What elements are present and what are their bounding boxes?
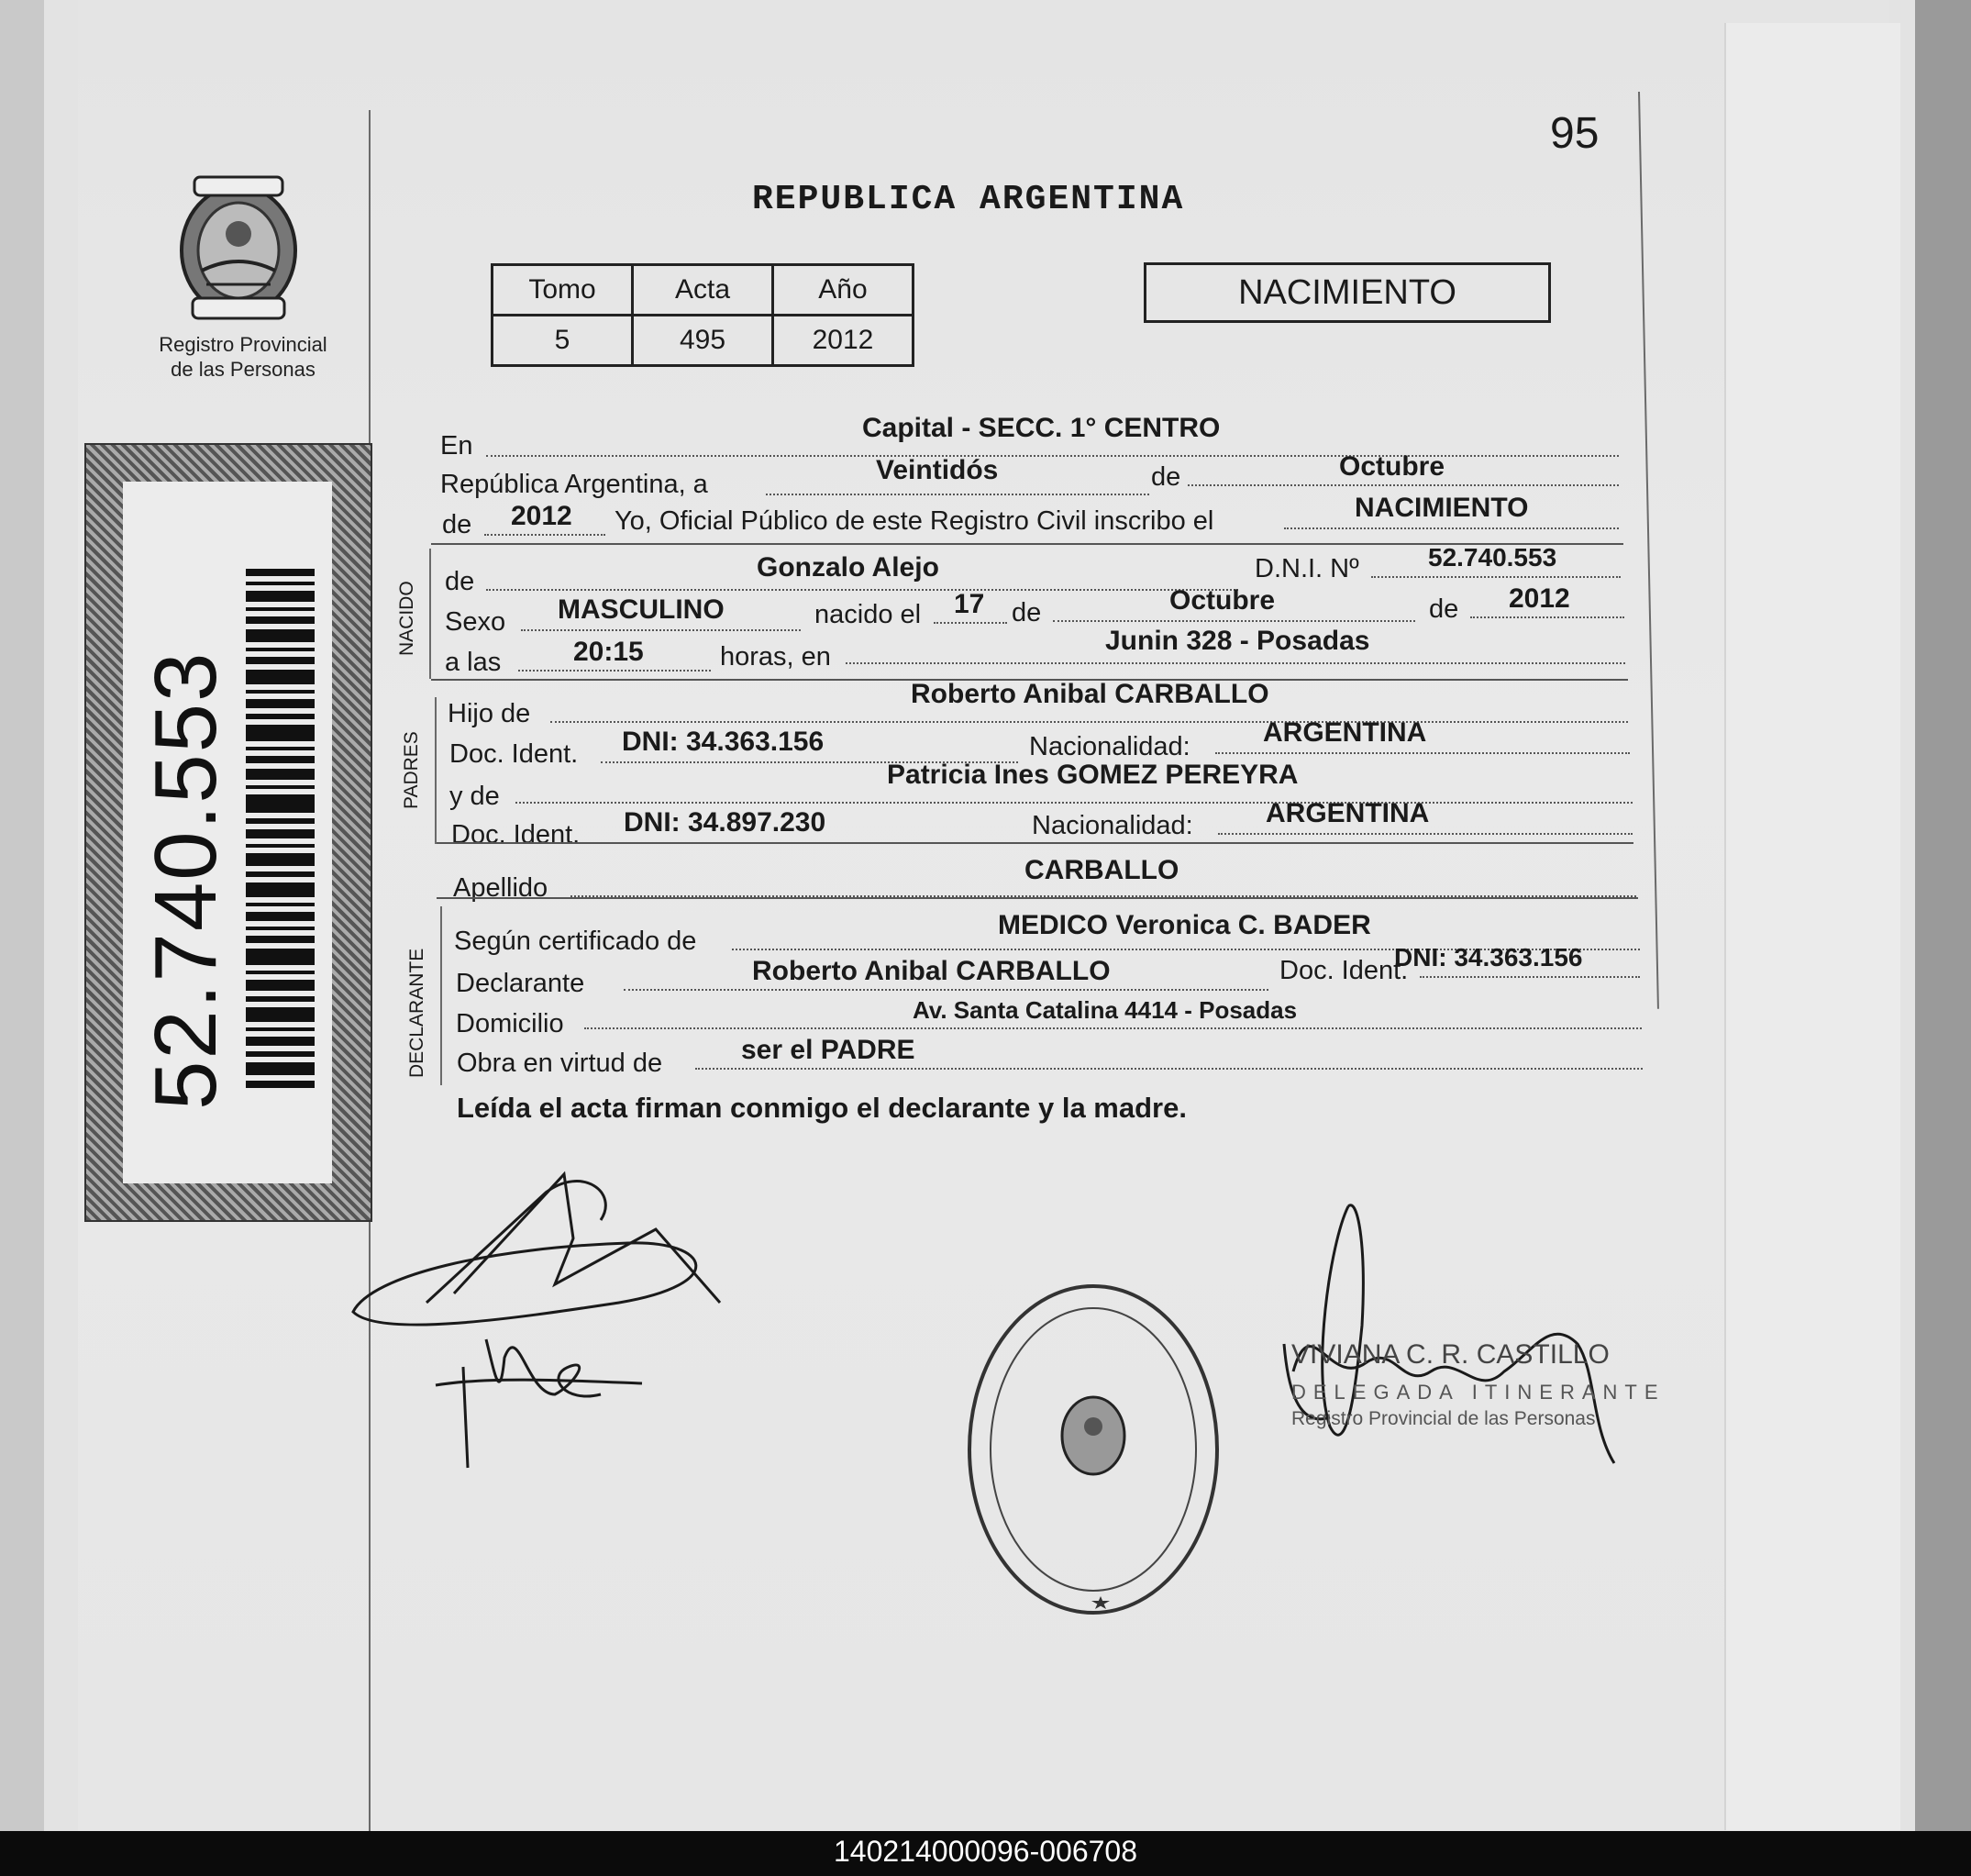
- dotted-line: [1420, 976, 1640, 978]
- page-number: 95: [1550, 109, 1600, 158]
- separator: [437, 842, 1633, 844]
- province-seal-icon: [165, 170, 312, 326]
- separator: [437, 897, 1638, 899]
- label-obra-en-virtud: Obra en virtud de: [457, 1049, 663, 1078]
- dotted-line: [934, 622, 1007, 624]
- value-nac-mes: Octubre: [1169, 585, 1276, 616]
- value-dia: Veintidós: [876, 455, 999, 485]
- dotted-line: [515, 802, 1633, 804]
- side-label-nacido: NACIDO: [396, 581, 417, 656]
- header-tomo: Tomo: [493, 265, 633, 316]
- record-type-box: NACIMIENTO: [1144, 262, 1551, 323]
- value-padre-doc: DNI: 34.363.156: [622, 727, 825, 757]
- dotted-line: [1053, 620, 1415, 622]
- value-madre-nac: ARGENTINA: [1266, 798, 1430, 828]
- label-doc-padre: Doc. Ident.: [449, 739, 579, 769]
- value-tomo: 5: [493, 316, 633, 366]
- label-republica: República Argentina, a: [440, 470, 708, 499]
- dotted-line: [846, 662, 1625, 664]
- label-domicilio: Domicilio: [456, 1009, 564, 1038]
- official-org: Registro Provincial de las Personas: [1291, 1408, 1596, 1429]
- label-sexo: Sexo: [445, 607, 506, 637]
- label-apellido: Apellido: [453, 873, 548, 903]
- record-table: [491, 263, 914, 367]
- label-y-de: y de: [449, 782, 500, 811]
- value-padre-nac: ARGENTINA: [1263, 717, 1427, 748]
- dotted-line: [486, 455, 1619, 457]
- dotted-line: [1218, 833, 1633, 835]
- value-madre-doc: DNI: 34.897.230: [624, 807, 826, 838]
- dotted-line: [1215, 752, 1630, 754]
- value-declarante-doc: DNI: 34.363.156: [1394, 943, 1583, 971]
- dotted-line: [695, 1068, 1643, 1070]
- binder-strip: [1915, 0, 1971, 1831]
- registry-line-1: Registro Provincial: [159, 333, 327, 356]
- dotted-line: [550, 721, 1628, 723]
- label-de-mes: de: [1012, 598, 1042, 627]
- footer-code: 140214000096-006708: [834, 1835, 1137, 1868]
- value-madre: Patricia Ines GOMEZ PEREYRA: [887, 760, 1299, 790]
- label-doc-declarante: Doc. Ident.: [1279, 956, 1409, 985]
- dotted-line: [521, 629, 801, 631]
- label-de-anio: de: [1429, 594, 1459, 624]
- footer-bar: [0, 1831, 1971, 1876]
- label-nacido-el: nacido el: [814, 600, 922, 629]
- value-lugar: Capital - SECC. 1° CENTRO: [862, 413, 1221, 443]
- label-nac-padre: Nacionalidad:: [1029, 732, 1190, 761]
- value-certificado: MEDICO Veronica C. BADER: [998, 910, 1371, 940]
- label-nac-madre: Nacionalidad:: [1032, 811, 1193, 840]
- declarant-signature-icon: [344, 1156, 766, 1486]
- label-declarante: Declarante: [456, 969, 585, 998]
- side-label-padres: PADRES: [401, 731, 422, 809]
- section-line: [435, 697, 437, 844]
- dotted-line: [518, 670, 711, 672]
- dotted-line: [1470, 616, 1624, 618]
- official-name: VIVIANA C. R. CASTILLO: [1291, 1339, 1610, 1370]
- registry-line-2: de las Personas: [171, 358, 316, 381]
- section-line: [429, 549, 431, 679]
- value-domicilio: Av. Santa Catalina 4414 - Posadas: [913, 996, 1298, 1024]
- label-hijo-de: Hijo de: [448, 699, 531, 728]
- value-lugar-nac: Junin 328 - Posadas: [1105, 626, 1370, 656]
- label-en: En: [440, 431, 473, 461]
- label-de: de: [1151, 462, 1181, 492]
- value-hora: 20:15: [573, 637, 644, 667]
- registry-stamp-icon: [963, 1280, 1224, 1619]
- label-de-year: de: [442, 510, 472, 539]
- side-label-declarante: DECLARANTE: [406, 948, 427, 1078]
- official-role: DELEGADA ITINERANTE: [1291, 1381, 1666, 1404]
- label-horas-en: horas, en: [720, 642, 831, 672]
- document-title: REPUBLICA ARGENTINA: [752, 180, 1185, 219]
- value-nombre: Gonzalo Alejo: [757, 552, 939, 583]
- header-acta: Acta: [633, 265, 773, 316]
- label-a-las: a las: [445, 648, 502, 677]
- registry-name: [138, 332, 349, 382]
- dotted-line: [1371, 576, 1621, 578]
- dotted-line: [486, 589, 1238, 591]
- value-acta: 495: [633, 316, 773, 366]
- dotted-line: [1284, 527, 1619, 529]
- value-apellido: CARBALLO: [1024, 855, 1179, 885]
- dotted-line: [584, 1027, 1642, 1029]
- value-dni: 52.740.553: [1428, 543, 1557, 572]
- label-yo-oficial: Yo, Oficial Público de este Registro Civil inscribo el: [615, 506, 1214, 536]
- value-declarante: Roberto Anibal CARBALLO: [752, 956, 1111, 986]
- value-nac-anio: 2012: [1509, 583, 1570, 614]
- value-padre: Roberto Anibal CARBALLO: [911, 679, 1269, 709]
- section-line: [440, 906, 442, 1085]
- dotted-line: [1188, 484, 1619, 486]
- dotted-line: [766, 494, 1149, 495]
- value-anio: 2012: [773, 316, 914, 366]
- value-obra: ser el PADRE: [741, 1035, 915, 1065]
- header-anio: Año: [773, 265, 914, 316]
- value-anio: 2012: [511, 501, 572, 531]
- label-segun-certificado: Según certificado de: [454, 927, 697, 956]
- barcode-number: 52.740.553: [137, 650, 235, 1110]
- dotted-line: [484, 534, 605, 536]
- value-mes: Octubre: [1339, 451, 1445, 482]
- barcode-bars-icon: [246, 569, 315, 1092]
- value-tipo: NACIMIENTO: [1355, 493, 1529, 523]
- closing-text: Leída el acta firman conmigo el declarante y la madre.: [457, 1092, 1187, 1124]
- label-de-nombre: de: [445, 567, 475, 596]
- label-dni: D.N.I. Nº: [1255, 554, 1359, 583]
- label-doc-madre: Doc. Ident.: [451, 820, 581, 849]
- value-sexo: MASCULINO: [558, 594, 725, 625]
- sheet-edge: [1724, 23, 1900, 1830]
- page-edge: [0, 0, 44, 1831]
- value-nac-dia: 17: [954, 589, 985, 619]
- dotted-line: [624, 989, 1268, 991]
